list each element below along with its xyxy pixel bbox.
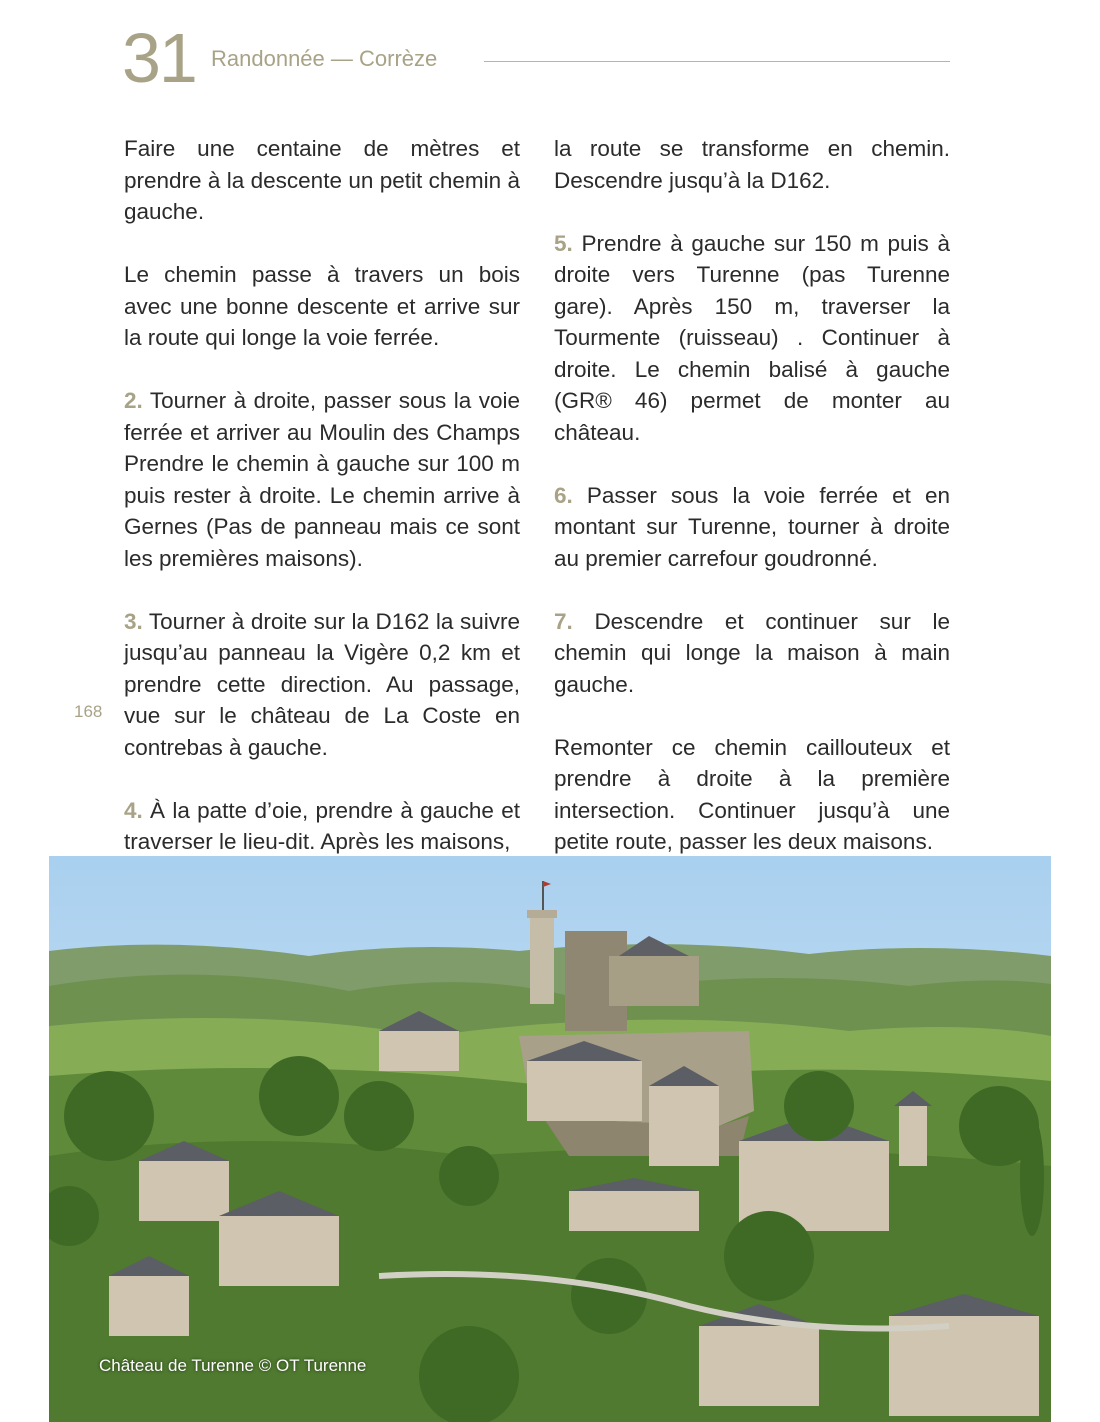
- step-number: 4.: [124, 797, 143, 823]
- paragraph-text: Tourner à droite sur la D162 la suivre jusqu’au panneau la Vigère 0,2 km et prendre cette direction. Au passage, vue sur le château de La Coste en contrebas à gauche.: [124, 608, 520, 760]
- paragraph: [124, 606, 520, 764]
- paragraph: [124, 259, 520, 354]
- paragraph-text: Passer sous la voie ferrée et en montant sur Turenne, tourner à droite au premier carrefour goudronné.: [554, 482, 950, 571]
- paragraph: [124, 795, 520, 858]
- step-number: 6.: [554, 482, 573, 508]
- paragraph-text: Descendre et continuer sur le chemin qui longe la maison à main gauche.: [554, 608, 950, 697]
- chapter-number: 31: [122, 19, 196, 97]
- step-number: 2.: [124, 388, 143, 413]
- paragraph-text: Faire une centaine de mètres et prendre à la descente un petit chemin à gauche.: [124, 136, 520, 224]
- paragraph-text: la route se transforme en chemin. Descendre jusqu’à la D162.: [554, 136, 950, 193]
- paragraph: [554, 732, 950, 858]
- header-rule: [484, 61, 950, 62]
- paragraph-text: Tourner à droite, passer sous la voie ferrée et arriver au Moulin des Champs Prendre le chemin à gauche sur 100 m puis rester à droite. Le chemin arrive à Gernes (Pas de panneau mais ce sont les premières maisons).: [124, 388, 520, 571]
- photo-caption: Château de Turenne © OT Turenne: [99, 1356, 367, 1375]
- step-number: 3.: [124, 608, 143, 634]
- left-text-column: [124, 133, 520, 889]
- paragraph: [554, 606, 950, 701]
- paragraph-text: Le chemin passe à travers un bois avec une bonne descente et arrive sur la route qui longe la voie ferrée.: [124, 262, 520, 350]
- castle-illustration: [49, 856, 1051, 1422]
- paragraph: [554, 480, 950, 575]
- step-number: 7.: [554, 608, 573, 634]
- paragraph: [554, 228, 950, 449]
- page-number: 168: [74, 702, 103, 721]
- paragraph: [124, 385, 520, 574]
- paragraph-text: Prendre à gauche sur 150 m puis à droite vers Turenne (pas Turenne gare). Après 150 m, traverser la Tourmente (ruisseau) . Continuer à droite. Le chemin balisé à gauche (GR® 46) permet de monter au château.: [554, 230, 950, 445]
- paragraph: [554, 133, 950, 196]
- chapter-title: Randonnée — Corrèze: [211, 46, 438, 71]
- right-text-column: [554, 133, 950, 889]
- step-number: 5.: [554, 230, 573, 256]
- castle-photo: [49, 856, 1051, 1422]
- paragraph: [124, 133, 520, 228]
- paragraph-text: Remonter ce chemin caillouteux et prendre à droite à la première intersection. Continuer jusqu’à une petite route, passer les deux maisons.: [554, 734, 950, 854]
- paragraph-text: À la patte d’oie, prendre à gauche et traverser le lieu-dit. Après les maisons,: [124, 797, 520, 854]
